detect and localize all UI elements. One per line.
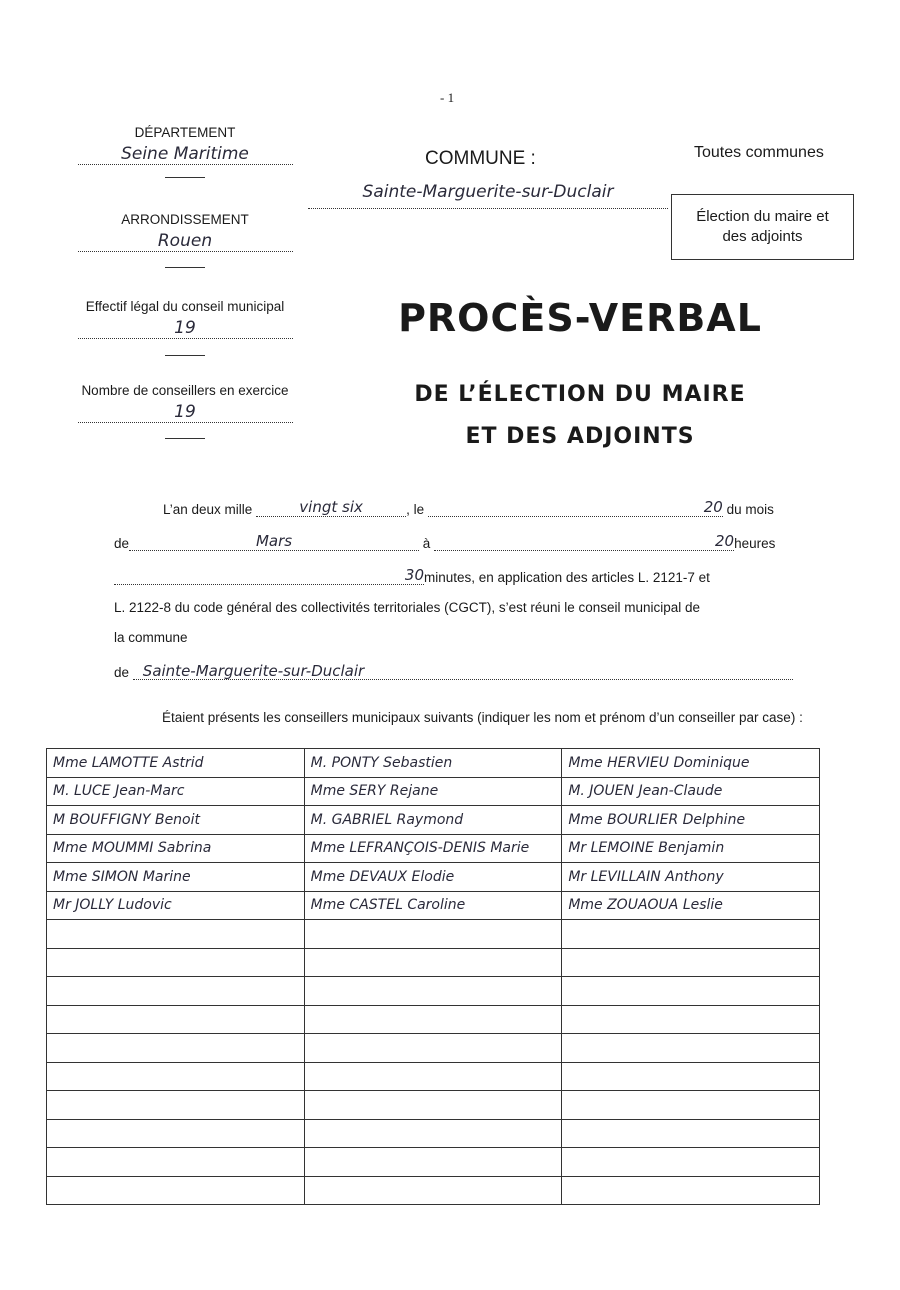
de-text: de [114, 536, 130, 551]
member-cell [47, 1119, 305, 1148]
member-cell: Mme HERVIEU Dominique [562, 749, 820, 778]
departement-block [60, 125, 310, 178]
member-cell: M. JOUEN Jean-Claude [562, 777, 820, 806]
member-cell [562, 948, 820, 977]
member-cell [562, 1119, 820, 1148]
year-value: vingt six [256, 498, 406, 517]
member-cell: Mr LEVILLAIN Anthony [562, 863, 820, 892]
month-value: Mars [129, 532, 419, 551]
member-cell [562, 1148, 820, 1177]
member-cell [304, 1176, 562, 1205]
member-cell [304, 948, 562, 977]
election-box [671, 194, 854, 260]
member-cell: M. GABRIEL Raymond [304, 806, 562, 835]
commune-label: COMMUNE : [425, 148, 536, 169]
exercice-block [60, 383, 310, 439]
member-cell [47, 948, 305, 977]
member-cell [47, 1176, 305, 1205]
member-cell [47, 1005, 305, 1034]
member-cell: Mme SERY Rejane [304, 777, 562, 806]
member-cell [304, 1034, 562, 1063]
subtitle-line1: DE L’ÉLECTION DU MAIRE [414, 382, 746, 407]
member-cell: Mme CASTEL Caroline [304, 891, 562, 920]
effectif-block [60, 299, 310, 356]
para-line-3 [114, 566, 824, 585]
a-text: à [422, 536, 431, 551]
member-cell: Mme ZOUAOUA Leslie [562, 891, 820, 920]
member-cell [562, 1062, 820, 1091]
member-cell [562, 1034, 820, 1063]
table-row [47, 1062, 820, 1091]
page-number: - 1 [440, 90, 455, 105]
table-row [47, 777, 820, 806]
separator [165, 177, 205, 178]
para-line-2 [114, 532, 824, 551]
member-cell [304, 1148, 562, 1177]
member-cell [304, 977, 562, 1006]
table-row [47, 1005, 820, 1034]
member-cell: M. LUCE Jean-Marc [47, 777, 305, 806]
table-row [47, 1119, 820, 1148]
member-cell [304, 1091, 562, 1120]
member-cell: M. PONTY Sebastien [304, 749, 562, 778]
an-prefix: L’an deux mille [163, 502, 253, 517]
table-row [47, 1176, 820, 1205]
departement-label: DÉPARTEMENT [134, 125, 236, 140]
member-cell: Mr LEMOINE Benjamin [562, 834, 820, 863]
member-cell [304, 1119, 562, 1148]
table-row [47, 863, 820, 892]
table-row [47, 834, 820, 863]
member-cell: Mr JOLLY Ludovic [47, 891, 305, 920]
subtitle-line2: ET DES ADJOINTS [465, 424, 695, 449]
arrondissement-block [60, 212, 310, 268]
exercice-value: 19 [78, 398, 293, 423]
du-mois-text: du mois [726, 502, 774, 517]
page-title: PROCÈS-VERBAL [398, 296, 762, 340]
para-line-4: L. 2122-8 du code général des collectivités territoriales (CGCT), s’est réuni le conseil municipal de [114, 600, 701, 615]
separator [165, 355, 205, 356]
members-table [46, 748, 820, 1205]
member-cell [304, 1005, 562, 1034]
separator [165, 267, 205, 268]
para-line-5: la commune [114, 630, 188, 645]
table-row [47, 891, 820, 920]
toutes-communes-label: Toutes communes [694, 144, 824, 161]
commune-value: Sainte-Marguerite-sur-Duclair [308, 182, 668, 209]
election-box-text: Élection du maire et des adjoints [696, 208, 829, 245]
presents-text: Étaient présents les conseillers municipaux suivants (indiquer les nom et prénom d’un conseiller par case) : [162, 710, 803, 725]
member-cell: M BOUFFIGNY Benoit [47, 806, 305, 835]
heures-text: heures [734, 536, 776, 551]
commune-value-2: Sainte-Marguerite-sur-Duclair [133, 662, 793, 680]
member-cell: Mme LEFRANÇOIS-DENIS Marie [304, 834, 562, 863]
member-cell [562, 920, 820, 949]
table-row [47, 1034, 820, 1063]
member-cell [304, 1062, 562, 1091]
member-cell [47, 1062, 305, 1091]
member-cell: Mme DEVAUX Elodie [304, 863, 562, 892]
exercice-label: Nombre de conseillers en exercice [81, 383, 289, 398]
minutes-text: minutes, en application des articles L. 2121-7 et [424, 570, 710, 585]
table-row [47, 1091, 820, 1120]
para-line-6 [114, 662, 824, 680]
para-line-1 [163, 498, 823, 517]
member-cell: Mme SIMON Marine [47, 863, 305, 892]
departement-value: Seine Maritime [78, 140, 293, 165]
separator [165, 438, 205, 439]
table-row [47, 806, 820, 835]
member-cell: Mme LAMOTTE Astrid [47, 749, 305, 778]
member-cell [562, 1091, 820, 1120]
member-cell [47, 1148, 305, 1177]
table-row [47, 920, 820, 949]
member-cell [304, 920, 562, 949]
table-row [47, 977, 820, 1006]
effectif-label: Effectif légal du conseil municipal [85, 299, 285, 314]
effectif-value: 19 [78, 314, 293, 339]
member-cell [47, 920, 305, 949]
de2-text: de [114, 665, 130, 680]
member-cell [562, 1005, 820, 1034]
member-cell [47, 1091, 305, 1120]
day-value: 20 [428, 498, 723, 517]
table-row [47, 948, 820, 977]
member-cell [562, 977, 820, 1006]
hour-value: 20 [434, 532, 734, 551]
table-row [47, 749, 820, 778]
member-cell [47, 977, 305, 1006]
arrondissement-label: ARRONDISSEMENT [121, 212, 249, 227]
arrondissement-value: Rouen [78, 227, 293, 252]
member-cell [562, 1176, 820, 1205]
minutes-value: 30 [114, 566, 424, 585]
member-cell: Mme BOURLIER Delphine [562, 806, 820, 835]
le-text: , le [406, 502, 425, 517]
table-row [47, 1148, 820, 1177]
member-cell [47, 1034, 305, 1063]
member-cell: Mme MOUMMI Sabrina [47, 834, 305, 863]
